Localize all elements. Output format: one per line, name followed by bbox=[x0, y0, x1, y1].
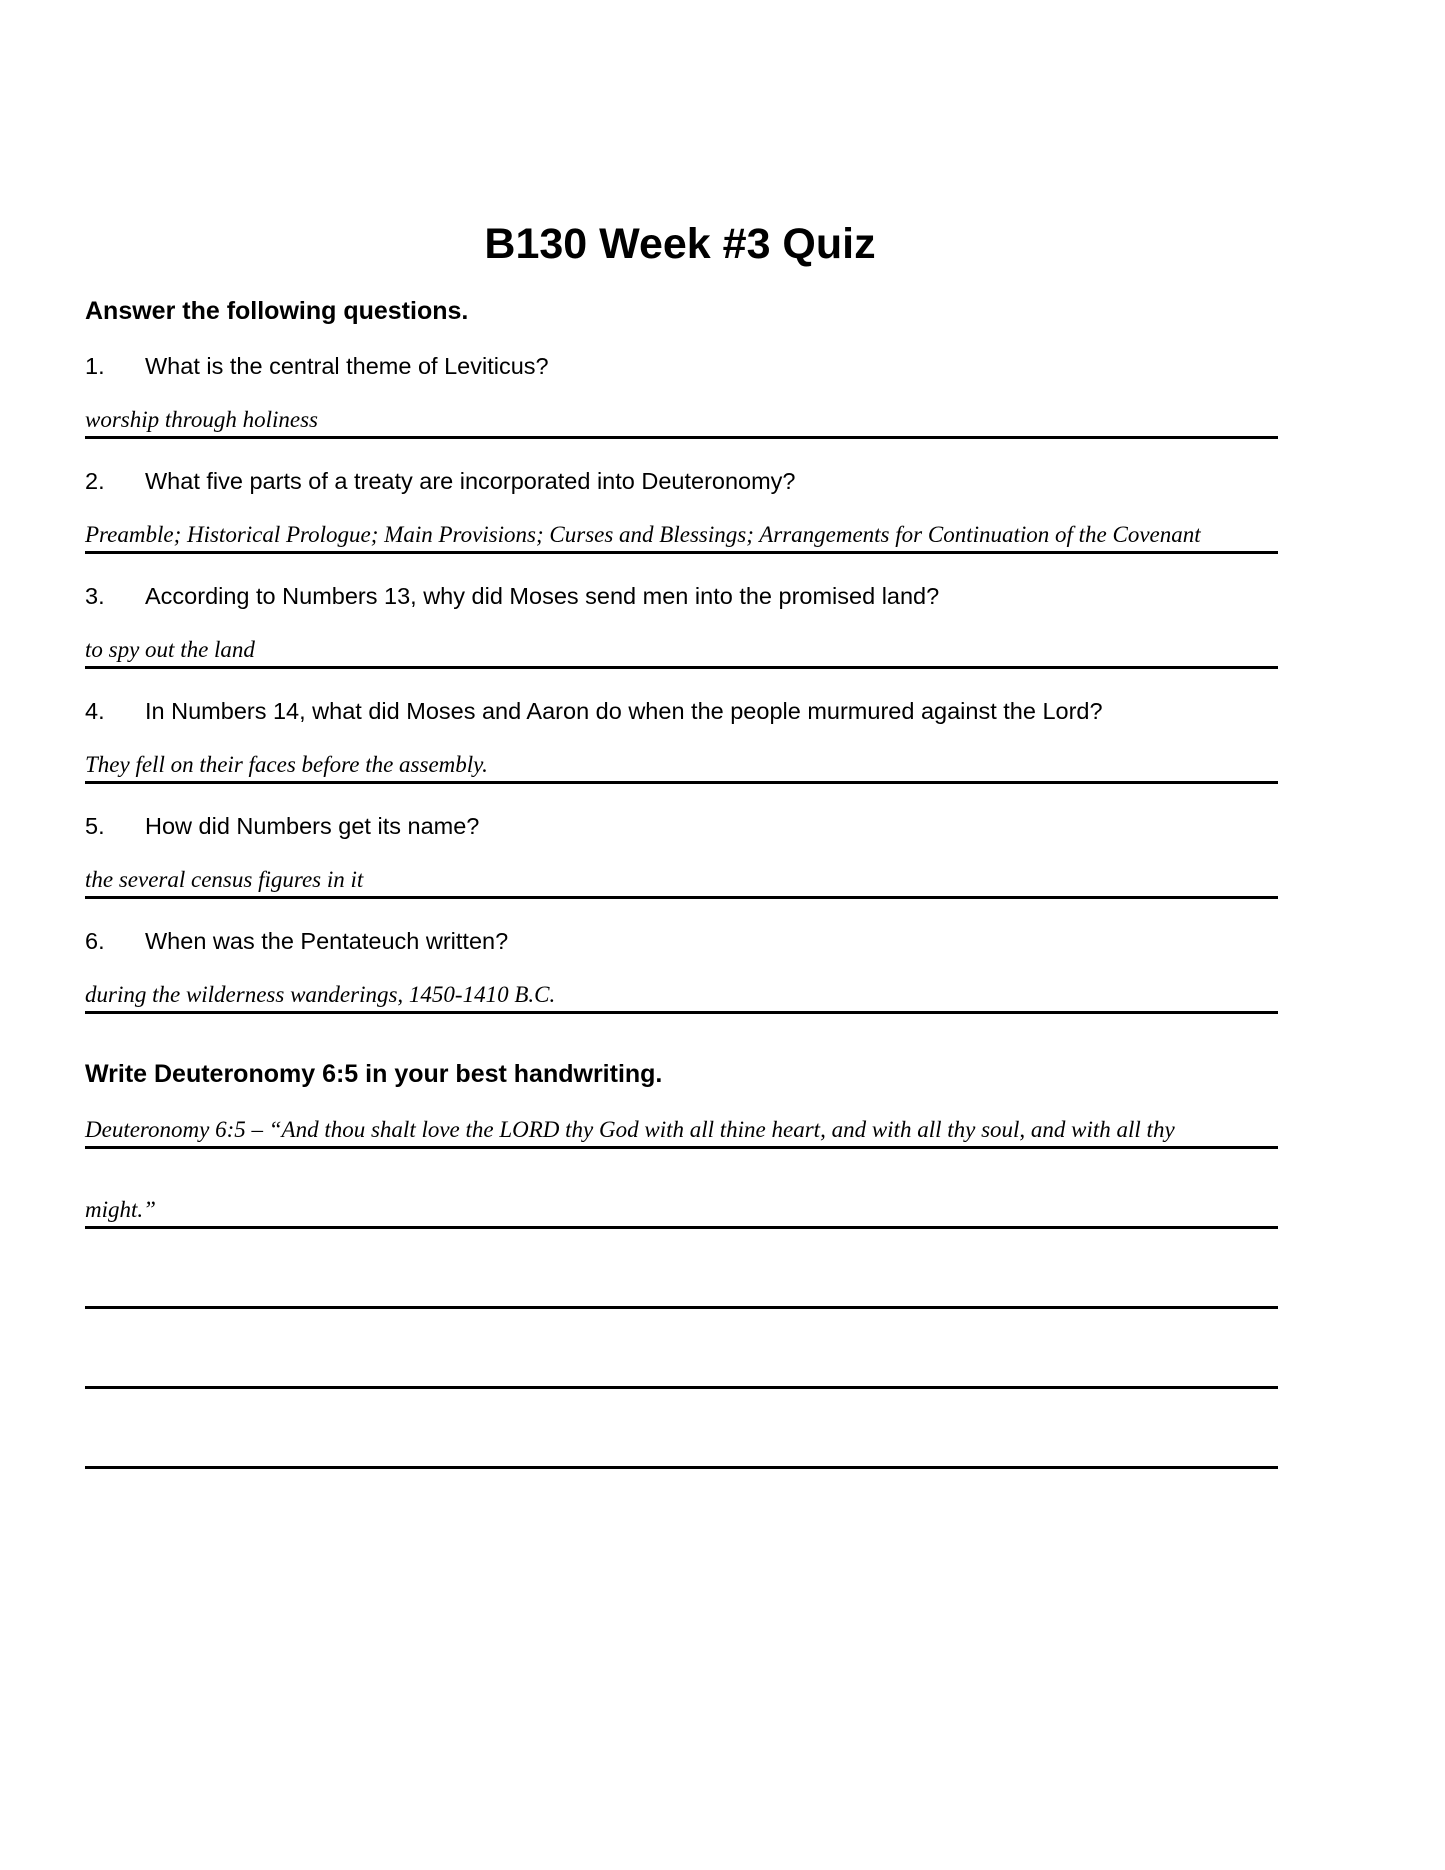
answer-line bbox=[85, 666, 1278, 669]
question-number: 1. bbox=[85, 353, 105, 379]
question-text: What five parts of a treaty are incorporated into Deuteronomy? bbox=[145, 468, 796, 494]
question-6 bbox=[85, 926, 508, 956]
answer-6[interactable]: during the wilderness wanderings, 1450-1410 B.C. bbox=[85, 982, 556, 1007]
writing-line bbox=[85, 1146, 1278, 1149]
answer-4[interactable]: They fell on their faces before the assembly. bbox=[85, 752, 488, 777]
question-text: What is the central theme of Leviticus? bbox=[145, 353, 549, 379]
question-4 bbox=[85, 696, 1103, 726]
writing-line bbox=[85, 1386, 1278, 1389]
question-2 bbox=[85, 466, 796, 496]
answer-1[interactable]: worship through holiness bbox=[85, 407, 319, 432]
answer-2[interactable]: Preamble; Historical Prologue; Main Provisions; Curses and Blessings; Arrangements for Continuation of the Covenant bbox=[85, 522, 1201, 547]
question-number: 6. bbox=[85, 928, 105, 954]
question-text: When was the Pentateuch written? bbox=[145, 928, 509, 954]
writing-line bbox=[85, 1306, 1278, 1309]
handwriting-line-2[interactable]: might.” bbox=[85, 1197, 156, 1222]
answer-3[interactable]: to spy out the land bbox=[85, 637, 255, 662]
answer-line bbox=[85, 551, 1278, 554]
answer-5[interactable]: the several census figures in it bbox=[85, 867, 364, 892]
answer-line bbox=[85, 436, 1278, 439]
question-3 bbox=[85, 581, 939, 611]
handwriting-line-1[interactable]: Deuteronomy 6:5 – “And thou shalt love the LORD thy God with all thine heart, and with all thy soul, and with all thy bbox=[85, 1117, 1175, 1142]
question-5 bbox=[85, 811, 479, 841]
question-text: In Numbers 14, what did Moses and Aaron do when the people murmured against the Lord? bbox=[145, 698, 1103, 724]
question-number: 4. bbox=[85, 698, 105, 724]
page-title: B130 Week #3 Quiz bbox=[484, 220, 876, 268]
writing-line bbox=[85, 1466, 1278, 1469]
writing-line bbox=[85, 1226, 1278, 1229]
question-number: 3. bbox=[85, 583, 105, 609]
question-text: How did Numbers get its name? bbox=[145, 813, 480, 839]
instructions-heading: Answer the following questions. bbox=[85, 297, 469, 325]
answer-line bbox=[85, 896, 1278, 899]
question-1 bbox=[85, 351, 549, 381]
question-number: 5. bbox=[85, 813, 105, 839]
handwriting-heading: Write Deuteronomy 6:5 in your best handwriting. bbox=[85, 1060, 663, 1088]
answer-line bbox=[85, 1011, 1278, 1014]
answer-line bbox=[85, 781, 1278, 784]
question-text: According to Numbers 13, why did Moses send men into the promised land? bbox=[145, 583, 940, 609]
question-number: 2. bbox=[85, 468, 105, 494]
